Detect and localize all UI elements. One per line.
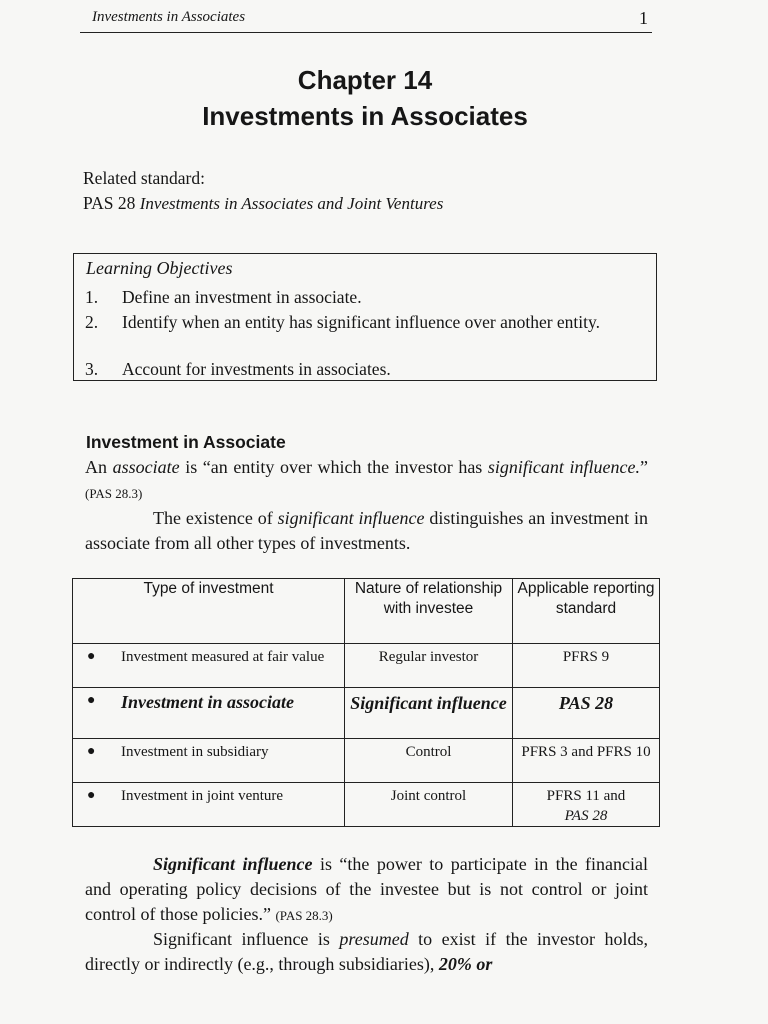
standard-code: PAS 28 <box>83 193 136 213</box>
associate-definition: An associate is “an entity over which the investor has significant influence.” (PAS 28.3) <box>85 457 648 501</box>
chapter-number: Chapter 14 <box>297 65 433 95</box>
standard-name: Investments in Associates and Joint Ventures <box>139 194 444 213</box>
bullet-icon: ● <box>87 693 96 708</box>
bullet-icon: ● <box>87 649 96 664</box>
table-row: ● Investment in joint venture Joint control PFRS 11 and PAS 28 <box>73 783 660 827</box>
chapter-heading <box>0 62 730 134</box>
column-header: Type of investment <box>73 579 345 644</box>
table-row: ● Investment measured at fair value Regular investor PFRS 9 <box>73 644 660 688</box>
running-header <box>80 6 652 33</box>
presumption-paragraph: Significant influence is presumed to exist if the investor holds, directly or indirectly (e.g., through subsidiaries), 20% or <box>85 929 648 974</box>
related-standard-label: Related standard: <box>83 168 205 188</box>
learning-objectives-title: Learning Objectives <box>86 258 233 278</box>
related-standard <box>83 166 443 216</box>
table-row: ● Investment in subsidiary Control PFRS 3 and PFRS 10 <box>73 739 660 783</box>
page-number: 1 <box>639 8 648 28</box>
running-title: Investments in Associates <box>92 9 246 25</box>
investment-types-table <box>72 578 660 827</box>
bullet-icon: ● <box>87 744 96 759</box>
table-row-highlighted: ● Investment in associate Significant influence PAS 28 <box>73 688 660 739</box>
learning-objectives-box: Learning Objectives 1. Define an investment in associate. 2. Identify when an entity has significant influence over another entity. 3. Account for investments in associates. <box>73 253 657 381</box>
bullet-icon: ● <box>87 788 96 803</box>
chapter-title: Investments in Associates <box>202 101 528 131</box>
column-header: Nature of relationship with investee <box>345 579 513 644</box>
distinction-paragraph: The existence of significant influence distinguishes an investment in associate from all other types of investments. <box>85 508 648 553</box>
section-heading: Investment in Associate <box>86 432 286 452</box>
significant-influence-definition: Significant influence is “the power to participate in the financial and operating policy decisions of the investee but is not control or joint control of those policies.” (PAS 28.3) <box>85 854 649 924</box>
table-header-row <box>73 579 660 644</box>
column-header: Applicable reporting standard <box>513 579 660 644</box>
